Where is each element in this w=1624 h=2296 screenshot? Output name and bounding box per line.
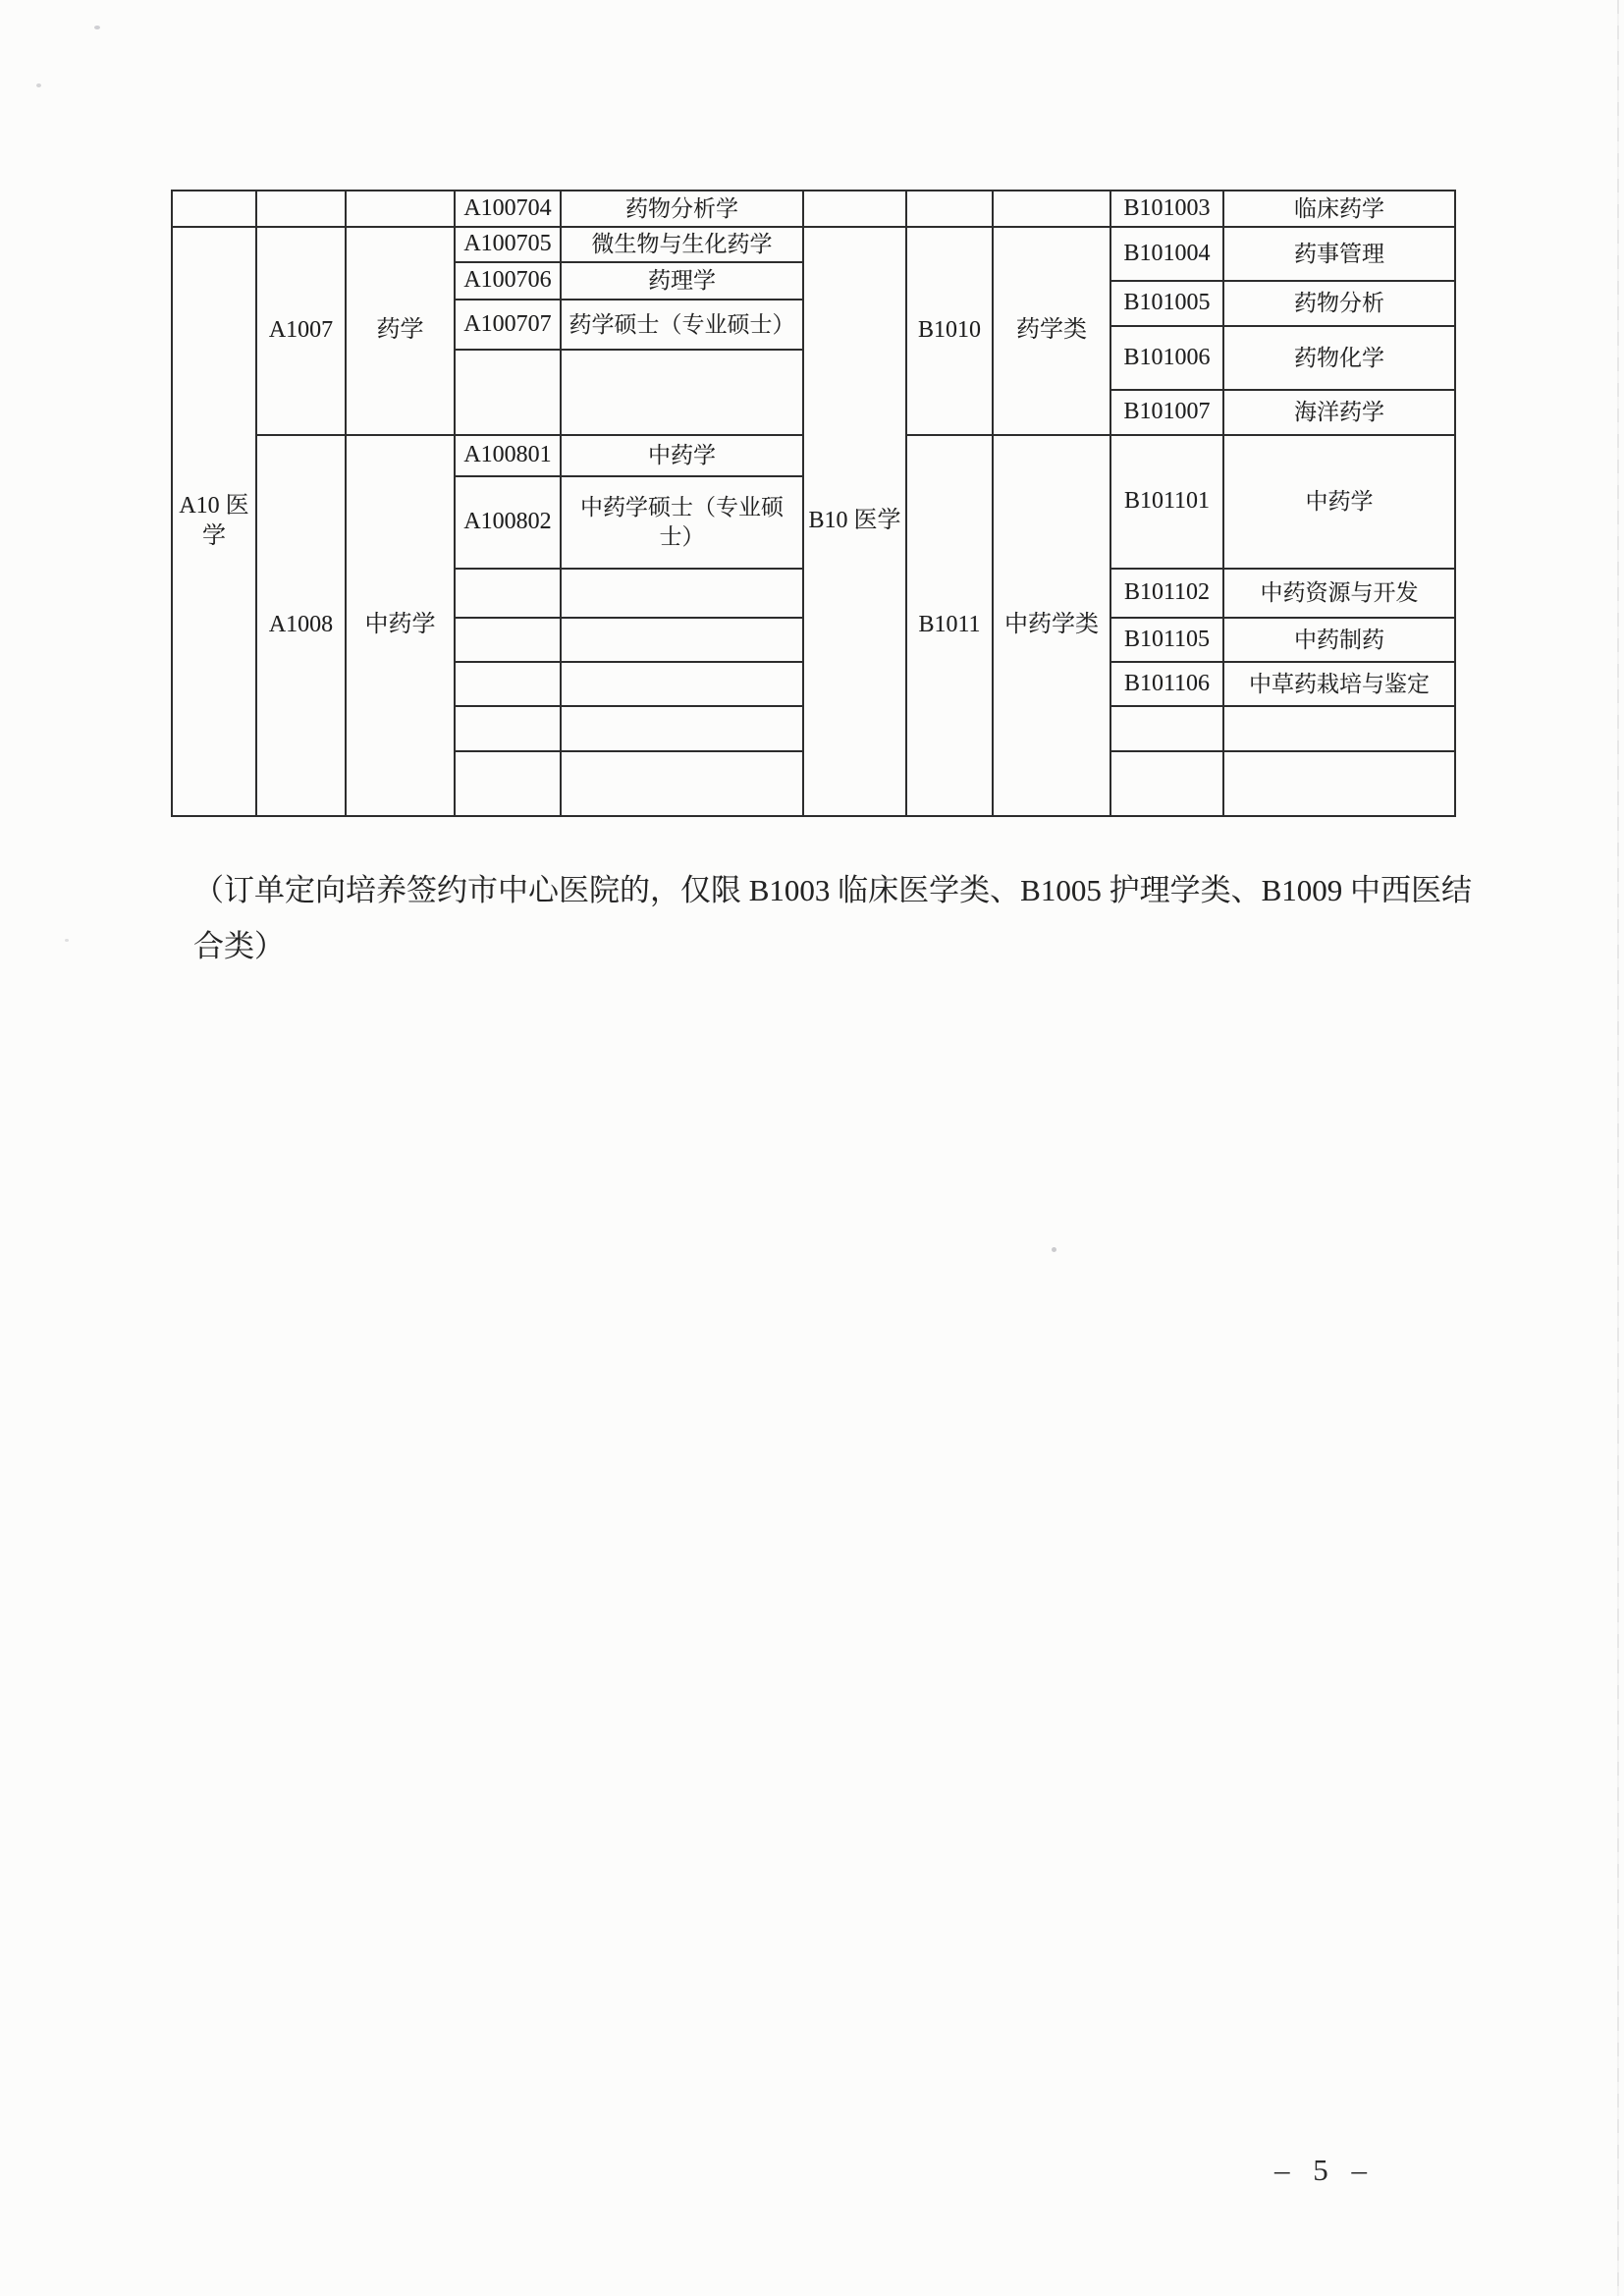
cell-major-code: B101007 (1111, 391, 1224, 436)
scan-speck (1052, 1247, 1056, 1252)
cell-group-code: A1007 (257, 228, 347, 436)
scan-speck (94, 26, 100, 29)
cell-group-code: B1010 (907, 228, 994, 436)
cell-major-name: 临床药学 (1224, 191, 1454, 228)
cell-major-name: 药理学 (562, 263, 804, 301)
footnote-line-1: （订单定向培养签约市中心医院的，仅限 B1003 临床医学类、B1005 护理学类、B1009 中西医结 (193, 873, 1473, 907)
cell-empty (456, 570, 562, 619)
cell-group-name: 药学类 (994, 228, 1111, 436)
cell-group-name: 中药学类 (994, 436, 1111, 815)
cell-major-code: A100801 (456, 436, 562, 477)
cell-empty (562, 619, 804, 663)
page-number: – 5 – (1274, 2153, 1375, 2187)
cell-empty (562, 663, 804, 707)
cell-empty (1111, 707, 1224, 752)
cell-group-name: 中药学 (347, 436, 456, 815)
cell-major-code: B101101 (1111, 436, 1224, 570)
cell-empty (257, 191, 347, 228)
cell-empty (994, 191, 1111, 228)
cell-major-name: 中药学 (1224, 436, 1454, 570)
cell-major-name: 中药学硕士（专业硕士） (562, 477, 804, 570)
cell-major-code: A100705 (456, 228, 562, 263)
cell-empty (562, 707, 804, 752)
cell-group-code: A1008 (257, 436, 347, 815)
cell-empty (456, 619, 562, 663)
cell-empty (1224, 707, 1454, 752)
cell-empty (1224, 752, 1454, 815)
cell-empty (347, 191, 456, 228)
cell-major-name: 药物化学 (1224, 327, 1454, 391)
scan-speck (36, 83, 41, 87)
cell-major-name: 中药资源与开发 (1224, 570, 1454, 619)
table-left-half (173, 191, 804, 815)
cell-major-name: 微生物与生化药学 (562, 228, 804, 263)
cell-empty (173, 191, 257, 228)
scan-edge-shadow (1617, 0, 1619, 2296)
cell-empty (1111, 752, 1224, 815)
cell-empty (456, 707, 562, 752)
cell-group-name: 药学 (347, 228, 456, 436)
cell-major-name: 药物分析学 (562, 191, 804, 228)
cell-major-code: A100707 (456, 301, 562, 351)
footnote-line-2: 合类） (193, 929, 285, 963)
cell-group-code: B1011 (907, 436, 994, 815)
cell-empty (562, 351, 804, 436)
cell-major-code: B101006 (1111, 327, 1224, 391)
cell-major-code: B101004 (1111, 228, 1224, 282)
cell-major-name: 海洋药学 (1224, 391, 1454, 436)
footnote (193, 862, 1509, 974)
cell-empty (456, 351, 562, 436)
cell-empty (907, 191, 994, 228)
cell-major-name: 药物分析 (1224, 282, 1454, 327)
major-code-table (171, 190, 1456, 817)
cell-major-name: 中药制药 (1224, 619, 1454, 663)
cell-major-name: 药学硕士（专业硕士） (562, 301, 804, 351)
scan-speck (65, 939, 69, 942)
cell-major-name: 药事管理 (1224, 228, 1454, 282)
cell-category-b-major: B10 医学 (804, 228, 907, 815)
cell-empty (456, 663, 562, 707)
cell-major-code: B101106 (1111, 663, 1224, 707)
cell-major-name: 中药学 (562, 436, 804, 477)
cell-major-code: A100704 (456, 191, 562, 228)
cell-major-code: B101003 (1111, 191, 1224, 228)
cell-empty (562, 752, 804, 815)
cell-major-code: A100802 (456, 477, 562, 570)
cell-major-code: B101005 (1111, 282, 1224, 327)
cell-category-a-major: A10 医学 (173, 228, 257, 815)
cell-major-name: 中草药栽培与鉴定 (1224, 663, 1454, 707)
cell-major-code: B101102 (1111, 570, 1224, 619)
table-right-half (804, 191, 1454, 815)
cell-major-code: B101105 (1111, 619, 1224, 663)
cell-empty (804, 191, 907, 228)
cell-major-code: A100706 (456, 263, 562, 301)
cell-empty (456, 752, 562, 815)
cell-empty (562, 570, 804, 619)
